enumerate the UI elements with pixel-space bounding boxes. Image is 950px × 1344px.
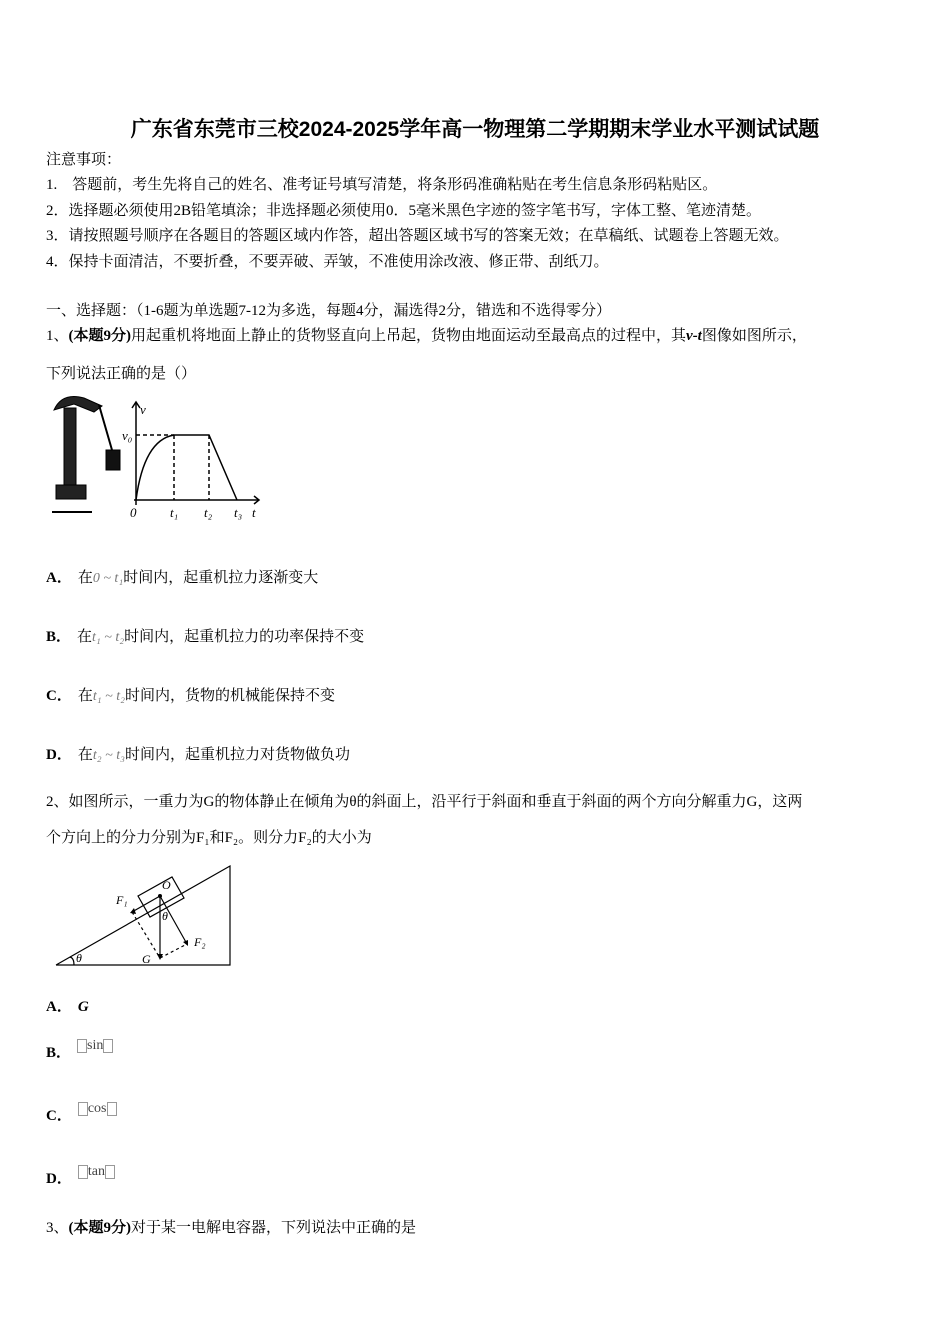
label-t3: t₃ — [234, 505, 243, 520]
q3-text: 对于某一电解电容器，下列说法中正确的是 — [131, 1220, 417, 1236]
q1-stem-line2: 下列说法正确的是（） — [46, 366, 197, 382]
option-math: t₁ ~ t₂ — [92, 630, 125, 645]
option-math: 0 ~ t₁ — [92, 571, 124, 586]
option-letter: A． — [46, 999, 72, 1015]
q3-stem — [46, 1218, 416, 1238]
option-letter: B． — [46, 629, 72, 645]
q1-option-a[interactable] — [46, 568, 318, 589]
q1-crane-vt-figure — [44, 390, 269, 525]
q2-option-c[interactable] — [46, 1101, 117, 1127]
q1-option-b[interactable] — [46, 627, 364, 648]
option-text: 时间内，起重机拉力对货物做负功 — [124, 747, 350, 763]
notice-item-2: 2．选择题必须使用2B铅笔填涂；非选择题必须使用0．5毫米黑色字迹的签字笔书写，字体工整、笔迹清楚。 — [46, 203, 762, 219]
label-g: G — [142, 952, 151, 966]
label-o: O — [162, 878, 171, 892]
q1-stem — [46, 326, 807, 346]
option-text: 时间内，起重机拉力逐渐变大 — [123, 570, 319, 586]
q2-option-b[interactable] — [46, 1038, 113, 1064]
option-letter: D． — [46, 747, 72, 763]
q1-option-c[interactable] — [46, 686, 335, 707]
q2-incline-figure — [52, 862, 237, 972]
option-text: 时间内，货物的机械能保持不变 — [124, 688, 335, 704]
option-pre: 在 — [77, 747, 93, 763]
incline — [56, 866, 230, 965]
option-pre: 在 — [77, 688, 93, 704]
label-o: 0 — [130, 505, 137, 520]
q2-option-d[interactable] — [46, 1164, 115, 1190]
label-f1: F₁ — [116, 893, 128, 907]
q1-text-b: 图像如图所示， — [701, 328, 807, 344]
option-math: t₁ ~ t₂ — [92, 689, 125, 704]
option-text: G — [77, 999, 89, 1015]
q2-number: 2、 — [46, 794, 69, 810]
q2-line1: 如图所示，一重力为G的物体静止在倾角为θ的斜面上，沿平行于斜面和垂直于斜面的两个方向分解重力G，这两 — [68, 794, 803, 810]
q1-option-d[interactable] — [46, 745, 350, 766]
label-f2: F₂ — [194, 935, 206, 949]
option-pre: 在 — [77, 629, 93, 645]
option-letter: C． — [46, 688, 72, 704]
label-t1: t₁ — [170, 505, 179, 520]
option-letter: C． — [46, 1108, 72, 1124]
page-title: 广东省东莞市三校2024-2025学年高一物理第二学期期末学业水平测试试题 — [130, 118, 820, 141]
q2-stem — [46, 792, 802, 812]
option-text: 时间内，起重机拉力的功率保持不变 — [124, 629, 365, 645]
option-pre: 在 — [77, 570, 93, 586]
q2-option-a[interactable] — [46, 997, 89, 1017]
q1-vt: v-t — [686, 328, 702, 344]
q3-score: (本题9分) — [68, 1220, 132, 1236]
label-theta-2: θ — [162, 909, 168, 923]
option-letter: D． — [46, 1171, 72, 1187]
label-v: v — [140, 402, 146, 417]
q3-number: 3、 — [46, 1220, 69, 1236]
q1-text-a: 用起重机将地面上静止的货物竖直向上吊起，货物由地面运动至最高点的过程中，其 — [131, 328, 687, 344]
notice-item-4: 4．保持卡面清洁，不要折叠，不要弄破、弄皱，不准使用涂改液、修正带、刮纸刀。 — [46, 254, 609, 270]
label-v0: v₀ — [122, 428, 133, 443]
option-text: cos — [87, 1101, 107, 1116]
label-t2: t₂ — [204, 505, 213, 520]
section-heading: 一、选择题：（1-6题为单选题7-12为多选，每题4分，漏选得2分，错选和不选得零分） — [46, 303, 611, 319]
crane-drawing — [52, 397, 120, 513]
notice-item-3: 3．请按照题号顺序在各题目的答题区域内作答，超出答题区域书写的答案无效；在草稿纸、试题卷上答题无效。 — [46, 228, 789, 244]
q2-stem-line2: 个方向上的分力分别为F₁和F₂。则分力F₂的大小为 — [46, 830, 372, 846]
label-t: t — [252, 505, 256, 520]
q1-number: 1、 — [46, 328, 69, 344]
option-math: t₂ ~ t₃ — [92, 748, 125, 763]
vt-curve — [136, 435, 237, 500]
option-letter: B． — [46, 1045, 72, 1061]
label-theta: θ — [76, 951, 82, 965]
notice-heading: 注意事项： — [46, 152, 122, 168]
notice-item-1: 1. 答题前，考生先将自己的姓名、准考证号填写清楚，将条形码准确粘贴在考生信息条形码粘贴区。 — [46, 177, 718, 193]
option-text: tan — [87, 1164, 105, 1179]
option-letter: A． — [46, 570, 72, 586]
option-text: sin — [87, 1038, 104, 1053]
q1-score: (本题9分) — [68, 328, 132, 344]
